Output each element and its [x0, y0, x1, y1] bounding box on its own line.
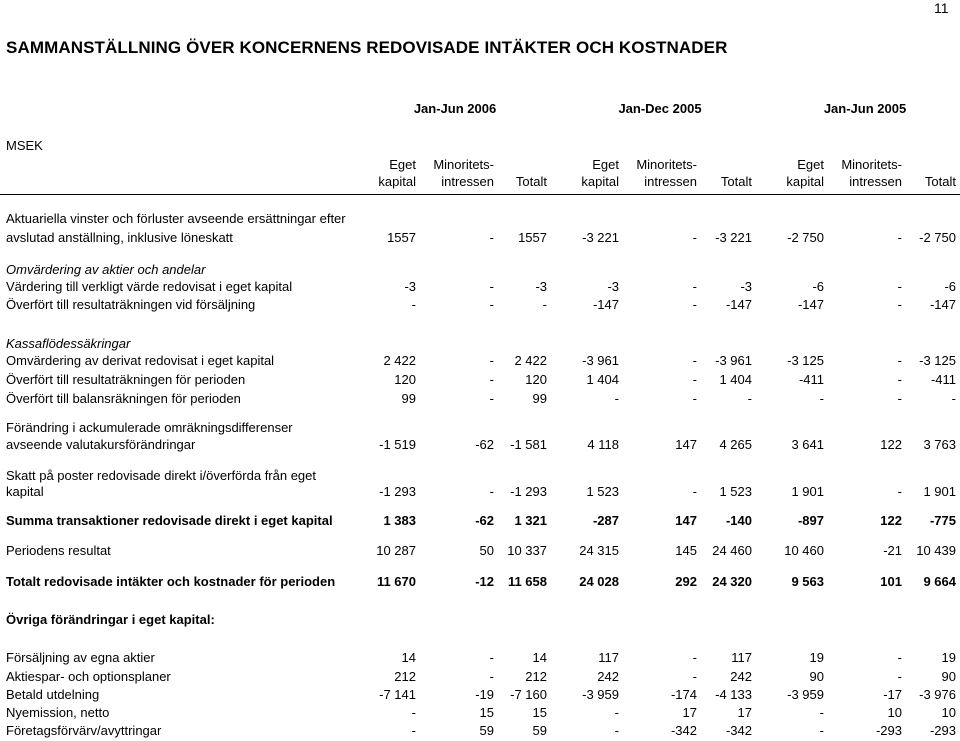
table-row — [0, 669, 960, 686]
table-row — [0, 484, 960, 501]
row-value: 1 901 — [791, 484, 824, 499]
row-value: - — [692, 650, 697, 665]
row-value: 10 — [941, 705, 956, 720]
row-value: - — [489, 279, 494, 294]
row-value: -411 — [930, 372, 956, 387]
row-value: -3 — [404, 279, 416, 294]
row-value: -4 133 — [715, 687, 752, 702]
row-value: 59 — [479, 723, 494, 738]
row-value: 3 641 — [791, 437, 824, 452]
row-value: - — [897, 297, 902, 312]
row-value: - — [489, 669, 494, 684]
row-value: 14 — [401, 650, 416, 665]
row-value: -12 — [475, 574, 494, 589]
row-value: - — [489, 484, 494, 499]
table-row — [0, 612, 960, 629]
row-value: -3 — [607, 279, 619, 294]
row-label: Omvärdering av aktier och andelar — [6, 262, 206, 277]
table-row — [0, 353, 960, 370]
row-value: - — [692, 279, 697, 294]
table-row — [0, 372, 960, 389]
row-value: -2 750 — [919, 230, 956, 245]
row-value: -3 — [535, 279, 547, 294]
row-value: -62 — [475, 513, 494, 528]
row-value: 145 — [675, 543, 697, 558]
row-value: 1 523 — [586, 484, 619, 499]
row-value: 15 — [532, 705, 547, 720]
table-row — [0, 279, 960, 296]
row-value: 147 — [675, 437, 697, 452]
row-value: 15 — [479, 705, 494, 720]
row-value: -1 581 — [510, 437, 547, 452]
row-value: - — [692, 297, 697, 312]
row-value: 122 — [880, 437, 902, 452]
row-value: -2 750 — [787, 230, 824, 245]
row-value: 242 — [597, 669, 619, 684]
table-row — [0, 705, 960, 722]
row-value: - — [489, 353, 494, 368]
row-value: 14 — [532, 650, 547, 665]
row-value: 147 — [675, 513, 697, 528]
row-value: - — [614, 723, 619, 738]
header-rule — [0, 194, 960, 195]
row-value: -3 961 — [715, 353, 752, 368]
period-header-2: Jan-Dec 2005 — [618, 101, 702, 116]
row-value: -147 — [725, 297, 752, 312]
row-value: -147 — [797, 297, 824, 312]
row-value: 19 — [941, 650, 956, 665]
row-value: 10 439 — [916, 543, 956, 558]
table-row — [0, 297, 960, 314]
row-value: 10 — [887, 705, 902, 720]
row-value: -897 — [797, 513, 824, 528]
row-value: - — [897, 279, 902, 294]
eget-kapital-header-3-line2: kapital — [786, 174, 824, 189]
row-label: kapital — [6, 484, 44, 499]
row-value: 1 404 — [586, 372, 619, 387]
row-value: - — [897, 669, 902, 684]
row-label: avseende valutakursförändringar — [6, 437, 196, 452]
row-value: 99 — [532, 391, 547, 406]
row-value: - — [411, 297, 416, 312]
row-value: 292 — [675, 574, 697, 589]
row-value: 1 321 — [514, 513, 547, 528]
row-value: -3 959 — [787, 687, 824, 702]
totalt-header-2: Totalt — [720, 174, 752, 189]
row-label: Övriga förändringar i eget kapital: — [6, 612, 215, 627]
table-row — [0, 211, 960, 228]
row-value: 99 — [401, 391, 416, 406]
row-value: -147 — [929, 297, 956, 312]
row-value: - — [692, 391, 697, 406]
row-value: - — [411, 723, 416, 738]
row-value: - — [897, 353, 902, 368]
row-value: 17 — [682, 705, 697, 720]
row-value: 50 — [479, 543, 494, 558]
row-value: -342 — [670, 723, 697, 738]
row-value: - — [489, 650, 494, 665]
table-row — [0, 336, 960, 353]
row-value: 1 901 — [923, 484, 956, 499]
row-value: -21 — [883, 543, 902, 558]
row-label: Överfört till resultaträkningen vid försäljning — [6, 297, 256, 312]
row-value: 3 763 — [923, 437, 956, 452]
row-value: - — [692, 230, 697, 245]
row-value: -3 125 — [787, 353, 824, 368]
minoritetsintressen-header-2-line2: intressen — [644, 174, 697, 189]
row-value: -17 — [883, 687, 902, 702]
row-value: 120 — [525, 372, 547, 387]
row-value: 1 383 — [383, 513, 416, 528]
row-value: 10 287 — [376, 543, 416, 558]
row-value: 10 460 — [784, 543, 824, 558]
row-value: - — [819, 723, 824, 738]
row-value: 117 — [731, 650, 752, 665]
row-label: Aktuariella vinster och förluster avseende ersättningar efter — [6, 211, 346, 226]
row-label: Summa transaktioner redovisade direkt i eget kapital — [6, 513, 333, 528]
row-value: -1 519 — [379, 437, 416, 452]
row-value: - — [819, 705, 824, 720]
row-value: - — [819, 391, 824, 406]
row-value: 24 460 — [712, 543, 752, 558]
row-value: -3 221 — [715, 230, 752, 245]
eget-kapital-header-1-line2: kapital — [378, 174, 416, 189]
eget-kapital-header-1-line1: Eget — [389, 157, 416, 172]
row-label: Överfört till resultaträkningen för perioden — [6, 372, 246, 387]
row-value: -1 293 — [510, 484, 547, 499]
row-value: 117 — [598, 650, 619, 665]
row-value: 212 — [394, 669, 416, 684]
row-value: - — [692, 372, 697, 387]
row-value: - — [747, 391, 752, 406]
row-value: - — [897, 372, 902, 387]
row-value: 4 265 — [719, 437, 752, 452]
row-value: - — [489, 297, 494, 312]
row-value: 90 — [809, 669, 824, 684]
table-row — [0, 723, 960, 740]
row-value: 24 028 — [579, 574, 619, 589]
table-row — [0, 574, 960, 591]
minoritetsintressen-header-2-line1: Minoritets- — [636, 157, 697, 172]
row-value: -287 — [592, 513, 619, 528]
row-value: -3 — [740, 279, 752, 294]
row-value: -293 — [875, 723, 902, 738]
table-row — [0, 391, 960, 408]
row-value: 11 658 — [507, 574, 547, 589]
row-value: - — [692, 353, 697, 368]
row-value: -411 — [798, 372, 824, 387]
row-value: - — [897, 391, 902, 406]
row-value: 2 422 — [383, 353, 416, 368]
minoritetsintressen-header-1-line2: intressen — [441, 174, 494, 189]
row-label: Periodens resultat — [6, 543, 111, 558]
row-value: -7 141 — [379, 687, 416, 702]
table-row — [0, 468, 960, 485]
row-value: - — [614, 391, 619, 406]
row-value: -775 — [929, 513, 956, 528]
row-value: -174 — [670, 687, 697, 702]
row-value: -6 — [944, 279, 956, 294]
eget-kapital-header-3-line1: Eget — [797, 157, 824, 172]
row-label: Företagsförvärv/avyttringar — [6, 723, 162, 738]
row-value: 90 — [941, 669, 956, 684]
period-header-1: Jan-Jun 2006 — [413, 101, 497, 116]
row-value: -3 976 — [919, 687, 956, 702]
row-value: 1557 — [518, 230, 547, 245]
row-value: - — [692, 484, 697, 499]
page-number: 11 — [934, 0, 949, 16]
row-value: - — [897, 650, 902, 665]
row-value: - — [951, 391, 956, 406]
row-value: 17 — [737, 705, 752, 720]
table-row — [0, 543, 960, 560]
minoritetsintressen-header-3-line1: Minoritets- — [841, 157, 902, 172]
eget-kapital-header-2-line1: Eget — [592, 157, 619, 172]
row-value: 212 — [525, 669, 547, 684]
row-value: -1 293 — [379, 484, 416, 499]
minoritetsintressen-header-1-line1: Minoritets- — [433, 157, 494, 172]
table-row — [0, 687, 960, 704]
row-value: -62 — [475, 437, 494, 452]
row-value: -3 221 — [582, 230, 619, 245]
row-label: Försäljning av egna aktier — [6, 650, 155, 665]
row-label: Kassaflödessäkringar — [6, 336, 131, 351]
row-value: 9 563 — [791, 574, 824, 589]
row-value: -293 — [929, 723, 956, 738]
row-value: 122 — [880, 513, 902, 528]
row-label: Värdering till verkligt värde redovisat i eget kapital — [6, 279, 293, 294]
table-row — [0, 262, 960, 279]
row-value: -6 — [812, 279, 824, 294]
row-value: 9 664 — [923, 574, 956, 589]
row-value: - — [489, 391, 494, 406]
row-value: -140 — [725, 513, 752, 528]
row-value: -3 125 — [919, 353, 956, 368]
row-value: 1557 — [387, 230, 416, 245]
row-value: 1 404 — [719, 372, 752, 387]
unit-label: MSEK — [6, 138, 43, 153]
row-value: -147 — [592, 297, 619, 312]
row-value: 59 — [532, 723, 547, 738]
row-value: - — [411, 705, 416, 720]
table-row — [0, 230, 960, 247]
row-value: - — [897, 484, 902, 499]
table-row — [0, 420, 960, 437]
row-value: 24 315 — [579, 543, 619, 558]
row-value: -3 959 — [582, 687, 619, 702]
row-label: avslutad anställning, inklusive löneskatt — [6, 230, 233, 245]
eget-kapital-header-2-line2: kapital — [581, 174, 619, 189]
row-value: - — [897, 230, 902, 245]
table-row — [0, 650, 960, 667]
row-value: -3 961 — [582, 353, 619, 368]
table-row — [0, 437, 960, 454]
row-value: 24 320 — [712, 574, 752, 589]
row-value: 1 523 — [719, 484, 752, 499]
row-label: Skatt på poster redovisade direkt i/överförda från eget — [6, 468, 317, 483]
row-value: - — [489, 372, 494, 387]
row-value: 2 422 — [514, 353, 547, 368]
row-value: - — [489, 230, 494, 245]
totalt-header-1: Totalt — [515, 174, 547, 189]
table-row — [0, 513, 960, 530]
row-label: Nyemission, netto — [6, 705, 110, 720]
row-label: Betald utdelning — [6, 687, 100, 702]
row-label: Överfört till balansräkningen för perioden — [6, 391, 241, 406]
row-label: Aktiespar- och optionsplaner — [6, 669, 171, 684]
row-label: Omvärdering av derivat redovisat i eget kapital — [6, 353, 275, 368]
row-value: 11 670 — [376, 574, 416, 589]
row-value: 120 — [394, 372, 416, 387]
row-value: 4 118 — [587, 437, 619, 452]
totalt-header-3: Totalt — [924, 174, 956, 189]
row-value: - — [542, 297, 547, 312]
row-value: -342 — [725, 723, 752, 738]
row-value: 19 — [809, 650, 824, 665]
row-value: 10 337 — [507, 543, 547, 558]
row-value: -19 — [475, 687, 494, 702]
row-value: -7 160 — [510, 687, 547, 702]
page-title: SAMMANSTÄLLNING ÖVER KONCERNENS REDOVISADE INTÄKTER OCH KOSTNADER — [6, 38, 728, 57]
period-header-3: Jan-Jun 2005 — [823, 101, 907, 116]
row-value: - — [692, 669, 697, 684]
row-value: 242 — [730, 669, 752, 684]
row-label: Totalt redovisade intäkter och kostnader för perioden — [6, 574, 336, 589]
row-value: - — [614, 705, 619, 720]
row-label: Förändring i ackumulerade omräkningsdifferenser — [6, 420, 293, 435]
row-value: 101 — [880, 574, 902, 589]
minoritetsintressen-header-3-line2: intressen — [849, 174, 902, 189]
